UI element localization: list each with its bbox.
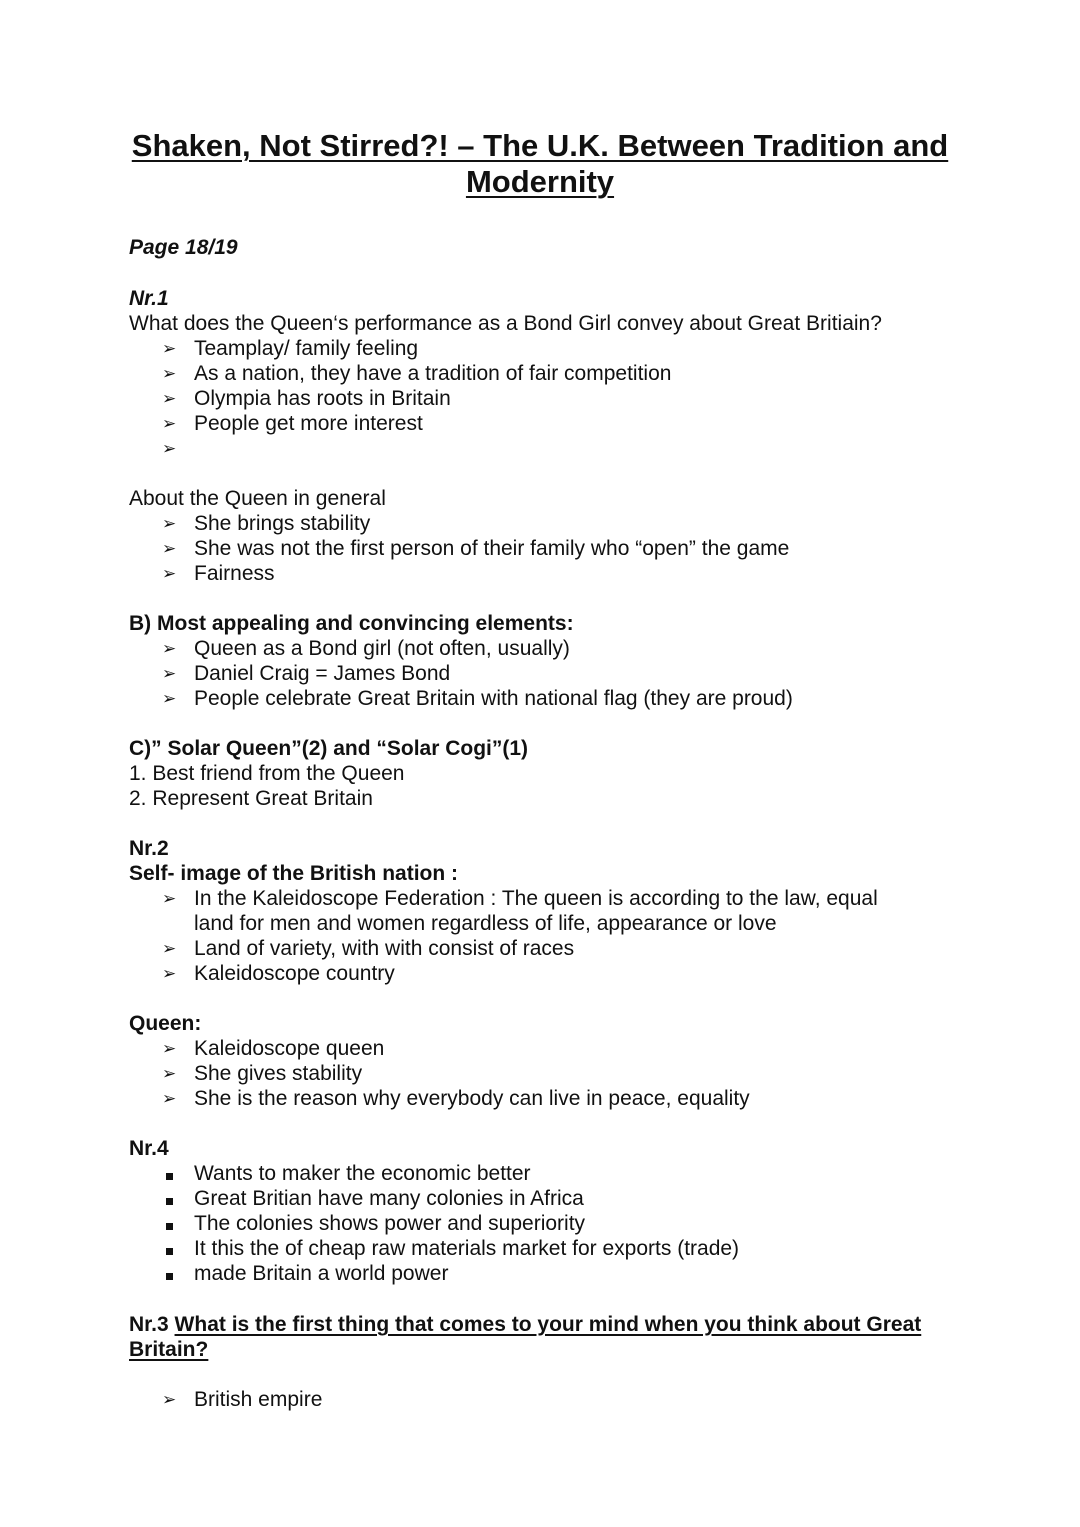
arrowhead-bullet-icon: ➢: [162, 414, 177, 433]
arrowhead-bullet-icon: ➢: [162, 514, 177, 533]
square-bullet-icon: [162, 1261, 186, 1286]
list-item: 2. Represent Great Britain: [129, 787, 373, 810]
nr1-question: What does the Queen‘s performance as a Bond Girl convey about Great Britiain?: [129, 312, 882, 335]
about-queen-heading: About the Queen in general: [129, 487, 386, 510]
arrowhead-bullet-icon: ➢: [162, 1039, 177, 1058]
arrowhead-bullet-icon: ➢: [162, 964, 177, 983]
title-line-2: Modernity: [465, 164, 615, 199]
arrowhead-bullet-icon: ➢: [162, 1064, 177, 1083]
nr2-heading: Nr.2: [129, 837, 169, 860]
square-bullet-icon: [162, 1161, 186, 1186]
list-item: 1. Best friend from the Queen: [129, 762, 405, 785]
document-title: [120, 128, 960, 200]
square-bullet-icon: [162, 1211, 186, 1236]
nr1-heading: Nr.1: [129, 287, 169, 310]
section-c-heading: C)” Solar Queen”(2) and “Solar Cogi”(1): [129, 737, 529, 760]
arrowhead-bullet-icon: ➢: [162, 339, 177, 358]
arrowhead-bullet-icon: ➢: [162, 664, 177, 683]
title-line-1: Shaken, Not Stirred?! – The U.K. Between Tradition and: [131, 128, 949, 163]
nr2-subheading: Self- image of the British nation :: [129, 862, 459, 885]
arrowhead-bullet-icon: ➢: [162, 939, 177, 958]
nr4-heading: Nr.4: [129, 1137, 169, 1160]
arrowhead-bullet-icon: ➢: [162, 639, 177, 658]
arrowhead-bullet-icon: ➢: [162, 539, 177, 558]
queen-heading: Queen:: [129, 1012, 202, 1035]
arrowhead-bullet-icon: ➢: [162, 364, 177, 383]
document-page: Shaken, Not Stirred?! – The U.K. Between Tradition and Modernity Page 18/19 Nr.1 What does the Queen‘s performance as a Bond Girl convey about Great Britiain? ➢ Teamplay/ family feeling ➢ As a nation, they have a tradition of fair competition ➢ Olympia has roots in Britain ➢ People get more interest ➢ About the Queen in general ➢ She brings stability ➢ She was not the first person of their family who “open” the game ➢ Fairness B) Most appealing and convincing elements: ➢ Queen as a Bond girl (not often, usually) ➢ Daniel Craig = James Bond ➢ People celebrate Great Britain with national flag (they are proud) C)” Solar Queen”(2) and “Solar Cogi”(1) 1. Best friend from the Queen 2. Represent Great Britain Nr.2 Self- image of the British nation : ➢ In the Kaleidoscope Federation : The queen is according to the law, equal land for men and women regardless of life, appearance or love ➢ Land of variety, with with consist of races ➢ Kaleidoscope country Queen: ➢ Kaleidoscope queen ➢ She gives stability ➢ She is the reason why everybody can live in peace, equality Nr.4 Wants to maker the economic better Great Britian have many colonies in Africa The colonies shows power and superiority It this the of cheap raw materials market for exports (trade) made Britain a world power Nr.3 What is the first thing that comes to your mind when you think about Great Britain? ➢ British empire: [0, 0, 1080, 1527]
square-bullet-icon: [162, 1236, 186, 1261]
square-bullet-icon: [162, 1186, 186, 1211]
section-b-heading: B) Most appealing and convincing elements:: [129, 612, 574, 635]
arrowhead-bullet-icon: ➢: [162, 889, 177, 908]
arrowhead-bullet-icon: ➢: [162, 564, 177, 583]
nr3-question-line-1: [129, 1312, 921, 1337]
nr3-question: What is the first thing that comes to your mind when you think about Great: [174, 1313, 922, 1336]
nr3-question-line-2: Britain?: [129, 1338, 209, 1361]
arrowhead-bullet-icon: ➢: [162, 689, 177, 708]
arrowhead-bullet-icon: ➢: [162, 389, 177, 408]
arrowhead-bullet-icon: ➢: [162, 1089, 177, 1108]
arrowhead-bullet-icon: ➢: [162, 1390, 177, 1409]
page-reference: Page 18/19: [129, 236, 238, 259]
arrowhead-bullet-icon: ➢: [162, 439, 177, 458]
nr3-label: Nr.3: [129, 1313, 169, 1336]
